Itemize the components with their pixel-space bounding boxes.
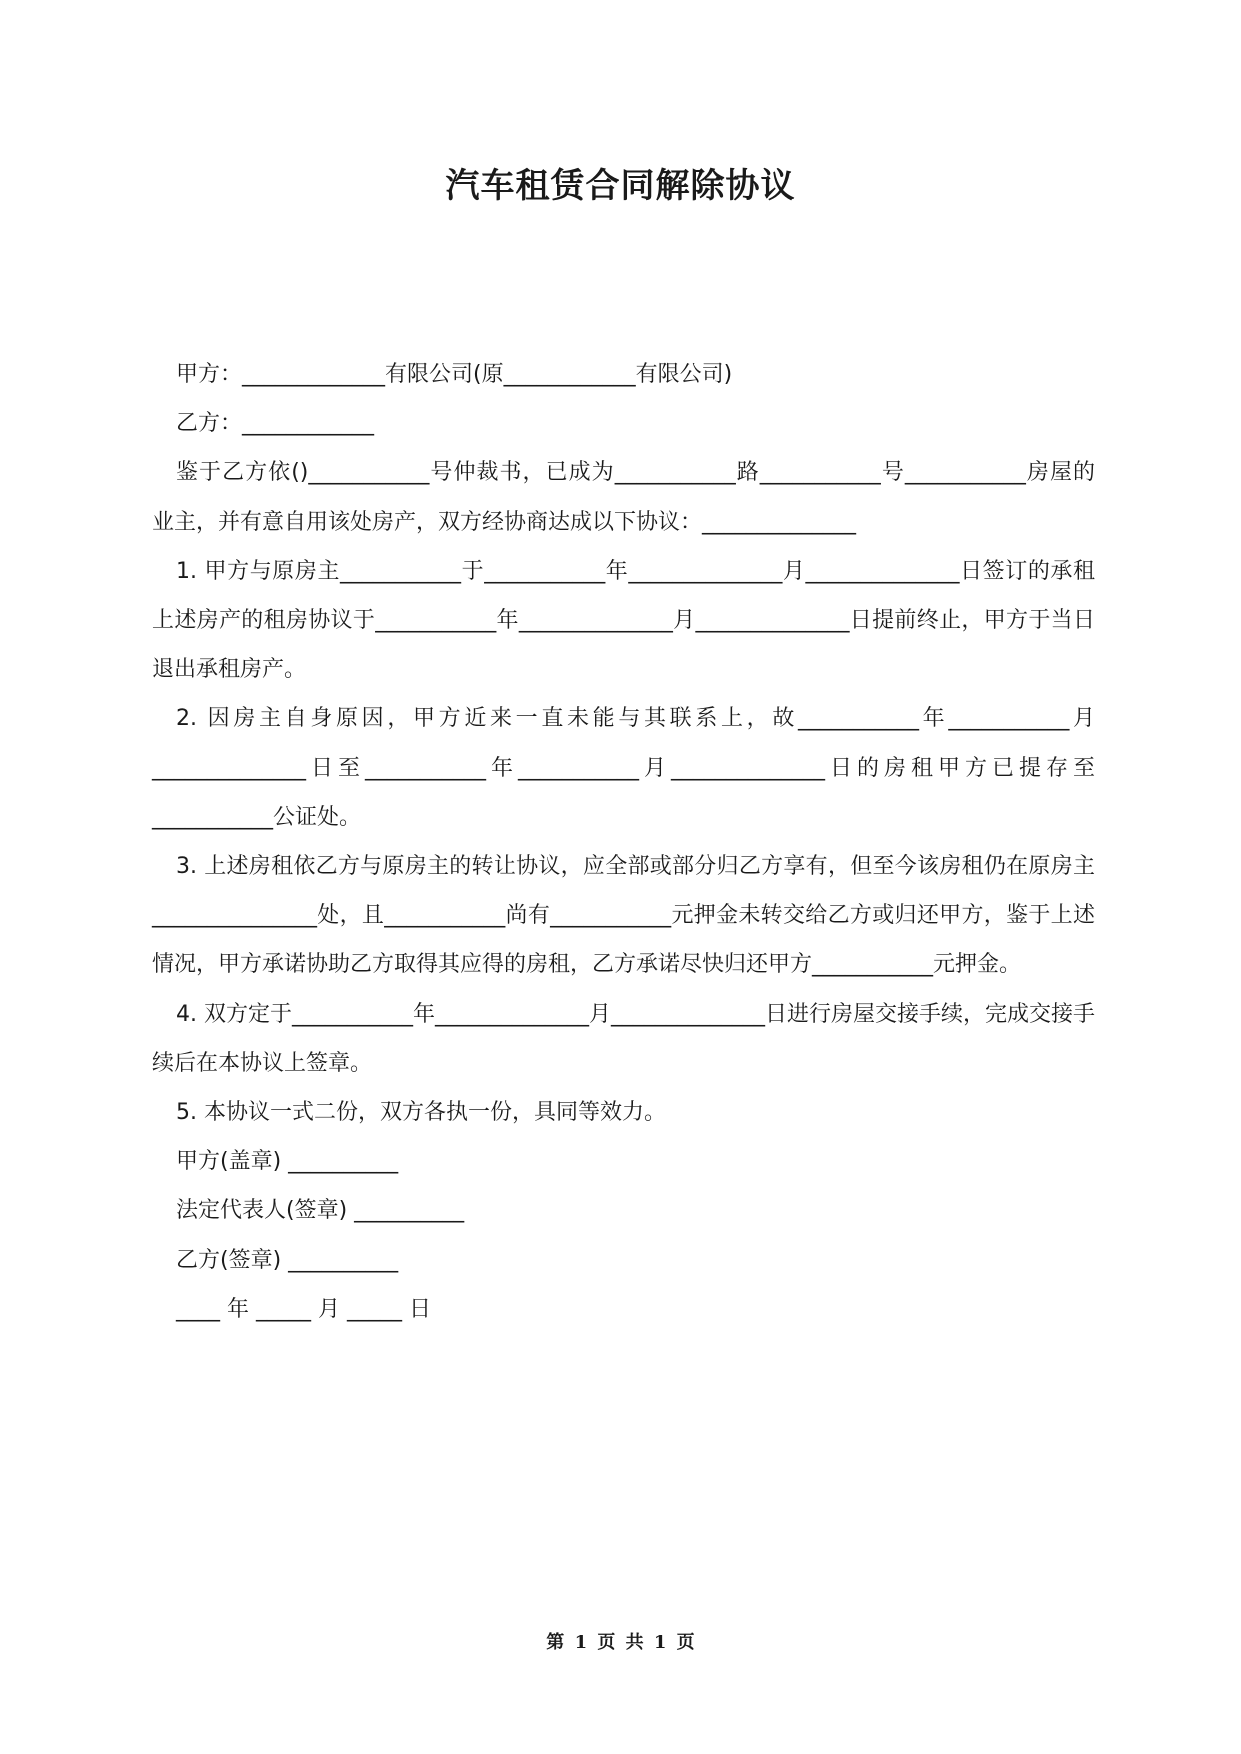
clause-5: 5. 本协议一式二份，双方各执一份，具同等效力。 — [176, 1100, 666, 1126]
clause-1: 1. 甲方与原房主___________于___________年______________月______________日签订的承租上述房产的租房协议于___________年______________月______________日提前终止，甲方于当日退出承租房产。 — [152, 558, 1095, 683]
preamble-paragraph: 鉴于乙方依()___________号仲裁书，已成为___________路___________号___________房屋的业主，并有意自用该处房产，双方经协商达成以下协议：______________ — [152, 460, 1095, 535]
signature-party-b: 乙方(签章) __________ — [176, 1247, 399, 1273]
signature-legal-rep: 法定代表人(签章) __________ — [176, 1198, 465, 1224]
signature-party-a: 甲方(盖章) __________ — [176, 1149, 399, 1175]
clause-2: 2. 因房主自身原因，甲方近来一直未能与其联系上，故___________年___________月______________日至___________年___________月______________日的房租甲方已提存至___________公证处。 — [152, 706, 1095, 830]
party-b-line: 乙方：____________ — [176, 411, 375, 437]
document-body — [152, 350, 1095, 1334]
party-a-line: 甲方：_____________有限公司(原____________有限公司) — [176, 362, 733, 387]
page-footer: 第 1 页 共 1 页 — [546, 1632, 695, 1653]
signature-date: ____ 年 _____ 月 _____ 日 — [176, 1296, 431, 1322]
document-title: 汽车租赁合同解除协议 — [445, 166, 796, 206]
clause-4: 4. 双方定于___________年______________月______________日进行房屋交接手续，完成交接手续后在本协议上签章。 — [152, 1001, 1095, 1076]
clause-3: 3. 上述房租依乙方与原房主的转让协议，应全部或部分归乙方享有，但至今该房租仍在原房主_______________处，且___________尚有___________元押金未转交给乙方或归还甲方，鉴于上述情况，甲方承诺协助乙方取得其应得的房租，乙方承诺尽快归还甲方___________元押金。 — [152, 854, 1095, 978]
